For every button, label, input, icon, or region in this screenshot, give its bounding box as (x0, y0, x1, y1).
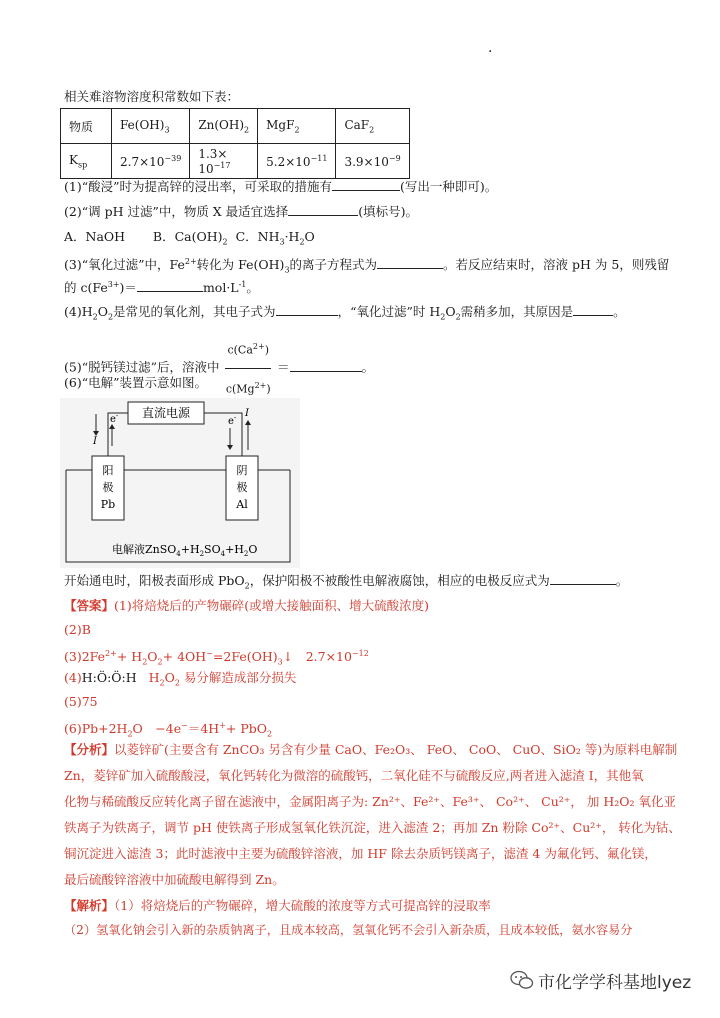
intro-text: 相关难溶物溶度积常数如下表： (64, 89, 240, 104)
current-label-right: I (245, 408, 249, 419)
question-5: (5)“脱钙镁过滤”后，溶液中 $\frac{c(Ca^{2+})}{c(Mg^{2+})}$ ＝ 。 (64, 330, 374, 406)
electron-label-right: e- (228, 414, 237, 427)
answer-1: 【答案】(1)将焙烧后的产物碾碎(或增大接触面积、增大硫酸浓度) (64, 598, 429, 613)
current-label-left: I (93, 436, 97, 447)
answer-blank (276, 303, 338, 316)
answer-blank (288, 203, 358, 216)
answer-blank (332, 178, 400, 191)
power-label: 直流电源 (141, 406, 191, 420)
question-2: (2)“调 pH 过滤”中，物质 X 最适宜选择 (填标号)。 (64, 204, 418, 219)
electrolysis-diagram (60, 398, 300, 568)
analysis-line-1: 【分析】以菱锌矿(主要含有 ZnCO₃ 另含有少量 CaO、Fe₂O₃、 FeO、 CoO、 CuO、SiO₂ 等)为原料电解制 (64, 742, 678, 757)
analysis-line-5: 铜沉淀进入滤渣 3；此时滤液中主要为硫酸锌溶液，加 HF 除去杂质钙镁离子，滤渣 4 为氟化钙、氟化镁， (64, 846, 657, 861)
table-cell: $Fe(OH)_3$ (112, 109, 190, 144)
answer-blank (377, 256, 443, 269)
table-cell: $K_{sp}$ (61, 144, 112, 179)
cathode-label-2: 极 (236, 481, 248, 494)
answer-2: (2)B (64, 622, 91, 637)
h2o2-electron-formula: H:Ö:Ö:H (81, 670, 137, 685)
cathode-label-1: 阴 (236, 464, 248, 477)
page-dot: . (488, 40, 493, 56)
analysis-tag: 【分析】 (64, 742, 115, 757)
answer-5: (5)75 (64, 694, 98, 709)
ca-mg-ratio-fraction: $\frac{c(Ca^{2+})}{c(Mg^{2+})}$ (225, 330, 271, 406)
electrolyte-label: 电解液$ZnSO_4+H_2SO_4+H_2O$ (112, 543, 258, 558)
solution-line-2: （2）氢氧化钠会引入新的杂质钠离子，且成本较高，氢氧化钙不会引入新杂质，且成本较低，氨水容易分 (64, 923, 633, 937)
table-cell: $3.9\times 10^{-9}$ (336, 144, 409, 179)
analysis-line-4: 铁离子为铁离子，调节 pH 使铁离子形成氢氧化铁沉淀，进入滤渣 2；再加 Zn 粉除 Co²⁺、Cu²⁺， 转化为钴、 (64, 820, 681, 835)
question-1: (1)“酸浸”时为提高锌的浸出率，可采取的措施有 (写出一种即可)。 (64, 179, 498, 194)
table-cell: $Zn(OH)_2$ (190, 109, 258, 144)
solution-line-1: 【解析】（1）将焙烧后的产物碾碎，增大硫酸的浓度等方式可提高锌的浸取率 (64, 898, 491, 913)
ksp-table (60, 108, 410, 179)
watermark-text: 市化学学科基地lyez (538, 973, 692, 993)
analysis-line-6: 最后硫酸锌溶液中加硫酸电解得到 Zn。 (64, 872, 285, 887)
answer-blank (290, 359, 362, 372)
table-cell: $1.3\times 10^{-17}$ (190, 144, 258, 179)
question-6-prompt: 开始通电时，阳极表面形成 PbO$_2$，保护阳极不被酸性电解液腐蚀，相应的电极反应式为 。 (64, 573, 629, 591)
table-cell: MgF$_2$ (258, 109, 336, 144)
question-3-line-2: 的 $c(Fe^{3+})= mol\cdot L^{-1}$。 (64, 280, 259, 296)
electron-label-left: e- (110, 412, 119, 425)
answer-blank (550, 572, 616, 585)
table-cell: $2.7\times 10^{-39}$ (112, 144, 190, 179)
table-cell: 物质 (61, 109, 112, 144)
question-2-options: A．NaOH B．$Ca(OH)_2$ C．$NH_3\cdot H_2O$ (64, 229, 315, 247)
question-4: $(4)H_2O_2$是常见的氧化剂，其电子式为 ，“氧化过滤”时 $H_2O_2$需稍多加，其原因是 。 (64, 304, 626, 322)
anode-label-2: 极 (102, 481, 114, 494)
cathode-label-3: Al (236, 498, 248, 511)
answer-tag: 【答案】 (64, 598, 115, 613)
table-row (61, 144, 410, 179)
wechat-icon (510, 970, 534, 990)
anode-label-1: 阳 (102, 464, 114, 477)
analysis-line-3: 化物与稀硫酸反应转化离子留在滤液中，金属阳离子为: Zn²⁺、Fe²⁺、Fe³⁺、 Co²⁺、 Cu²⁺， 加 H₂O₂ 氧化亚 (64, 794, 676, 809)
question-3-line-1: (3)“氧化过滤”中，$Fe^{2+}$转化为 $Fe(OH)_3$的离子方程式为 。若反应结束时，溶液 pH 为 5，则残留 (64, 257, 670, 275)
question-6: (6)“电解”装置示意如图。 (64, 375, 207, 390)
table-cell: $5.2\times 10^{-11}$ (258, 144, 336, 179)
answer-blank (137, 279, 203, 292)
table-row (61, 109, 410, 144)
answer-4: (4)H:Ö:Ö:H $H_2O_2$ 易分解造成部分损失 (64, 670, 297, 688)
answer-3: $(3)2Fe^{2+}+ H_2O_2+$ $4OH^-=2Fe(OH)_3↓$ $2.7\times 10^{-12}$ (64, 649, 369, 667)
analysis-line-2: Zn，菱锌矿加入硫酸酸浸，氧化钙转化为微溶的硫酸钙，二氧化硅不与硫酸反应,两者进入滤渣 I，其他氧 (64, 768, 644, 783)
solution-tag: 【解析】 (64, 898, 115, 913)
answer-6: $(6)Pb+2H_2O$ −4e−＝4H++ PbO$_2$ (64, 721, 273, 739)
anode-label-3: Pb (100, 498, 116, 511)
answer-blank (573, 303, 613, 316)
table-cell: CaF$_2$ (336, 109, 409, 144)
